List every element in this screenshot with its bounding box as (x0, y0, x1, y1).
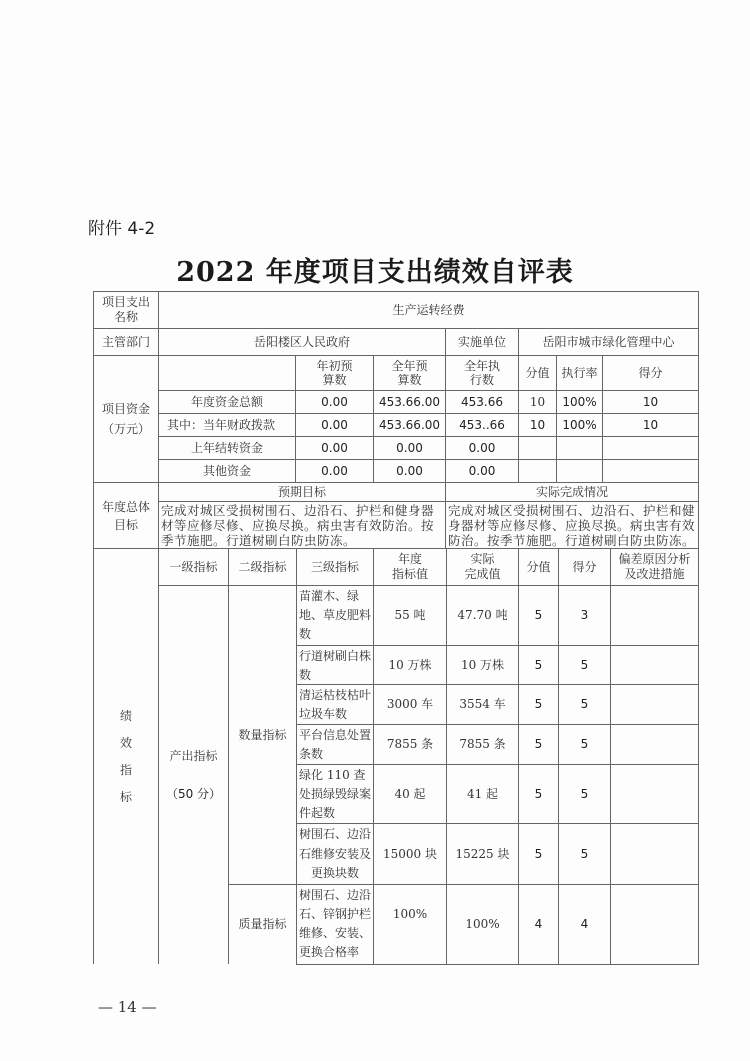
dept-label: 主管部门 (93, 328, 159, 356)
header-score: 得分 (602, 355, 699, 391)
header-level2: 二级指标 (228, 548, 297, 586)
indicator-deviation (610, 585, 699, 646)
indicator-score: 5 (558, 823, 611, 885)
indicators-label-char: 效 (119, 735, 132, 750)
funds-row-annual: 453.66.00 (373, 390, 446, 414)
indicator-deviation (610, 724, 699, 765)
funds-row-score-value (518, 459, 557, 483)
funds-row-initial: 0.00 (295, 459, 374, 483)
indicator-score: 4 (558, 884, 611, 965)
level2-quality: 质量指标 (228, 884, 297, 964)
indicator-score: 5 (558, 645, 611, 685)
indicator-target: 10 万株 (373, 645, 447, 685)
indicators-label-char: 绩 (119, 708, 132, 723)
indicator-score: 3 (558, 585, 611, 646)
indicators-label-char: 标 (119, 789, 132, 804)
goals-label (93, 482, 159, 549)
indicator-score-value: 5 (518, 823, 559, 885)
funds-label (93, 355, 159, 483)
indicator-score: 5 (558, 724, 611, 765)
indicator-name: 平台信息处置条数 (296, 724, 374, 765)
header-deviation (610, 548, 699, 586)
indicator-score-value: 5 (518, 585, 559, 646)
indicator-score-value: 5 (518, 645, 559, 685)
indicator-target: 15000 块 (373, 823, 447, 885)
indicator-target: 100% (373, 884, 447, 965)
funds-row-initial: 0.00 (295, 390, 374, 414)
funds-label-line1: 项目资金 (101, 402, 150, 416)
indicator-name: 树围石、边沿石、锌钢护栏维修、安装、更换合格率 (296, 884, 374, 965)
indicator-name: 绿化 110 查处损绿毁绿案件起数 (296, 764, 374, 824)
indicator-deviation (610, 884, 699, 965)
level1-points: （50 分） (165, 787, 222, 801)
funds-row-rate (556, 436, 603, 460)
indicator-target: 3000 车 (373, 684, 447, 725)
header-initial-budget (295, 355, 374, 391)
indicator-score-value: 4 (518, 884, 559, 965)
header-score-value: 分值 (518, 355, 557, 391)
header-actual (446, 548, 519, 586)
header-deviation-line1: 偏差原因分析 (618, 552, 691, 566)
header-annual-budget-text: 全年预算数 (391, 359, 428, 387)
indicator-target: 7855 条 (373, 724, 447, 765)
funds-row-initial: 0.00 (295, 436, 374, 460)
indicator-target: 40 起 (373, 764, 447, 824)
indicator-deviation (610, 645, 699, 685)
funds-row-score (602, 436, 699, 460)
level1-output-indicator (158, 585, 229, 964)
funds-row-score (602, 459, 699, 483)
header-level1: 一级指标 (158, 548, 229, 586)
project-name-label (93, 291, 159, 329)
funds-row-label: 年度资金总额 (158, 390, 296, 414)
funds-row-rate: 100% (556, 413, 603, 437)
level2-quantity: 数量指标 (228, 585, 297, 885)
expected-goal-text: 完成对城区受损树围石、边沿石、护栏和健身器材等应修尽修、应换尽换。病虫害有效防治。按季节施肥。行道树刷白防虫防冻。 (158, 501, 446, 549)
header-ind-score: 得分 (558, 548, 611, 586)
indicator-score: 5 (558, 684, 611, 725)
indicator-name: 行道树刷白株数 (296, 645, 374, 685)
header-initial-budget-text: 年初预算数 (316, 359, 353, 387)
level1-value: 产出指标 (169, 749, 218, 763)
header-actual-line2: 完成值 (464, 567, 501, 581)
indicator-actual: 15225 块 (446, 823, 519, 885)
header-target (373, 548, 447, 586)
attachment-label: 附件 4-2 (88, 219, 156, 239)
funds-row-score-value (518, 436, 557, 460)
indicator-actual: 41 起 (446, 764, 519, 824)
header-target-line1: 年度 (397, 552, 422, 566)
funds-row-executed: 453..66 (445, 413, 519, 437)
header-deviation-line2: 及改进措施 (624, 567, 685, 581)
indicator-actual: 10 万株 (446, 645, 519, 685)
indicator-actual: 7855 条 (446, 724, 519, 765)
indicator-score-value: 5 (518, 764, 559, 824)
funds-row-score-value: 10 (518, 390, 557, 414)
funds-row-label: 其中：当年财政拨款 (158, 413, 296, 437)
indicator-score-value: 5 (518, 684, 559, 725)
indicator-deviation (610, 684, 699, 725)
indicator-name: 苗灌木、绿地、草皮肥料数 (296, 585, 374, 646)
funds-label-line2: （万元） (101, 422, 150, 436)
header-annual-budget (373, 355, 446, 391)
funds-row-label: 其他资金 (158, 459, 296, 483)
funds-row-annual: 453.66.00 (373, 413, 446, 437)
header-exec-rate: 执行率 (556, 355, 603, 391)
actual-goal-text: 完成对城区受损树围石、边沿石、护栏和健身器材等应修尽修、应换尽换。病虫害有效防治。按季节施肥。行道树刷白防虫防冻。 (445, 501, 699, 549)
indicator-actual: 3554 车 (446, 684, 519, 725)
dept-value: 岳阳楼区人民政府 (158, 328, 446, 356)
indicator-name: 树围石、边沿石维修安装及更换块数 (296, 823, 374, 885)
funds-row-label: 上年结转资金 (158, 436, 296, 460)
goals-label-line2: 目标 (113, 517, 138, 532)
funds-row-annual: 0.00 (373, 436, 446, 460)
funds-row-initial: 0.00 (295, 413, 374, 437)
indicator-score: 5 (558, 764, 611, 824)
indicators-label (93, 548, 159, 964)
expected-goal-header: 预期目标 (158, 482, 446, 502)
indicator-deviation (610, 764, 699, 824)
project-name-value: 生产运转经费 (158, 291, 699, 329)
indicator-score-value: 5 (518, 724, 559, 765)
funds-row-score-value: 10 (518, 413, 557, 437)
funds-row-score: 10 (602, 413, 699, 437)
indicator-deviation (610, 823, 699, 885)
header-target-line2: 指标值 (391, 567, 428, 581)
header-ind-score-value: 分值 (518, 548, 559, 586)
funds-row-executed: 0.00 (445, 436, 519, 460)
funds-row-executed: 0.00 (445, 459, 519, 483)
funds-row-rate (556, 459, 603, 483)
indicator-actual: 47.70 吨 (446, 585, 519, 646)
indicator-actual: 100% (446, 884, 519, 965)
goals-label-line1: 年度总体 (101, 499, 150, 514)
indicator-target: 55 吨 (373, 585, 447, 646)
page-title: 2022 年度项目支出绩效自评表 (176, 257, 574, 288)
funds-row-annual: 0.00 (373, 459, 446, 483)
project-name-label-text: 项目支出名称 (101, 295, 150, 324)
impl-value: 岳阳市城市绿化管理中心 (518, 328, 699, 356)
header-executed (445, 355, 519, 391)
impl-label: 实施单位 (445, 328, 519, 356)
header-actual-line1: 实际 (470, 552, 495, 566)
funds-row-executed: 453.66 (445, 390, 519, 414)
funds-header-blank (158, 355, 296, 391)
header-level3: 三级指标 (296, 548, 374, 586)
indicator-name: 清运枯枝枯叶垃圾车数 (296, 684, 374, 725)
indicators-label-char: 指 (119, 762, 132, 777)
actual-goal-header: 实际完成情况 (445, 482, 699, 502)
header-executed-text: 全年执行数 (463, 359, 500, 387)
funds-row-score: 10 (602, 390, 699, 414)
funds-row-rate: 100% (556, 390, 603, 414)
page-number: — 14 — (98, 998, 157, 1016)
